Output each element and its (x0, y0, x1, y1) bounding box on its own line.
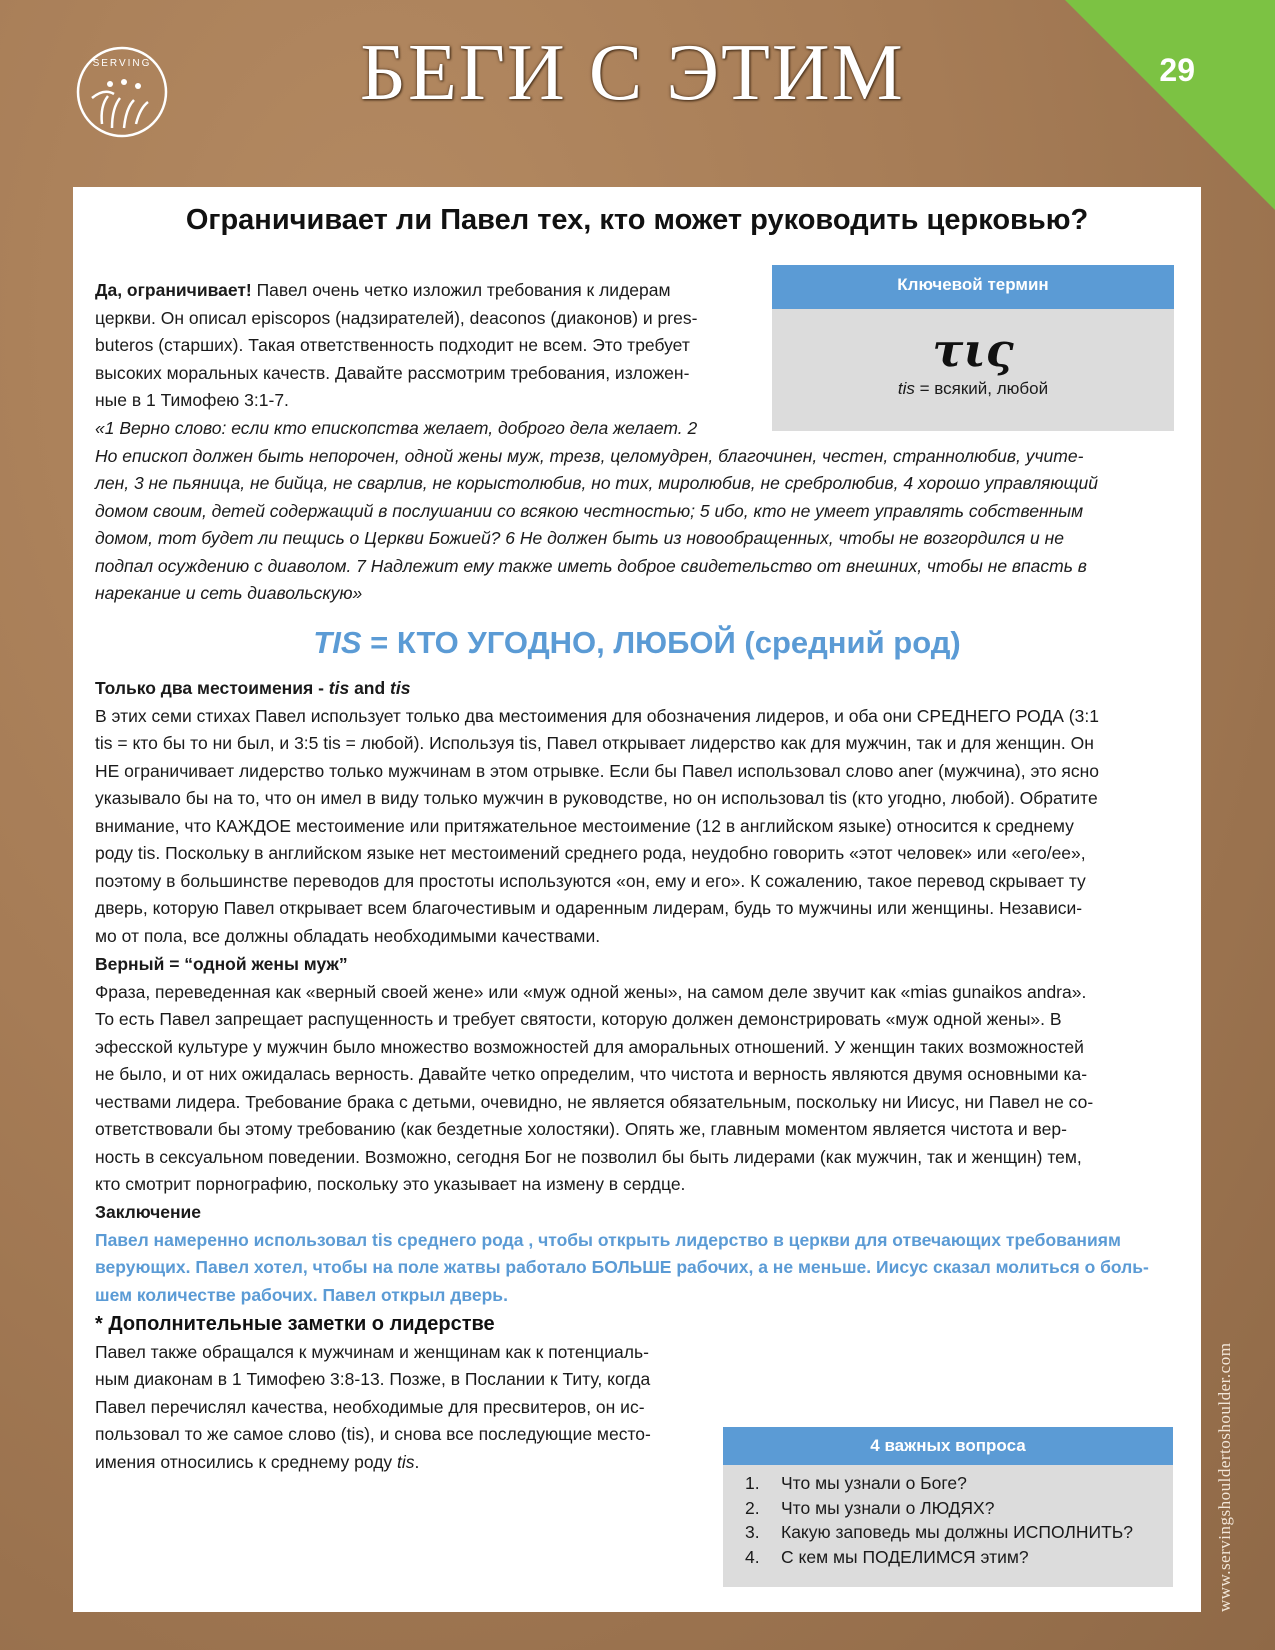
page-number: 29 (1159, 52, 1195, 88)
questions-header: 4 важных вопроса (723, 1427, 1173, 1465)
list-item: 3. Какую заповедь мы должны ИСПОЛНИТЬ? (745, 1522, 1133, 1542)
intro-line: высоких моральных качеств. Давайте рассмотрим требования, изложен- (95, 362, 690, 383)
key-term-greek: τις (932, 323, 1014, 377)
list-item: 4. С кем мы ПОДЕЛИМСЯ этим? (745, 1546, 1029, 1567)
intro-line: ные в 1 Тимофею 3:1-7. (95, 390, 289, 410)
section-pronouns-title: Только два местоимения - tis and tis (95, 678, 411, 698)
section-faithful: Верный = “одной жены муж” Фраза, переведенная как «верный своей жене» или «муж одной жены», на самом деле звучит как «mias gunaikos andra». То есть Павел запрещает распущенность и требует святости, которую должен демонстрировать «муж одной жены». В эфесской культуре у мужчин было множество возможностей для аморальных отношений. У женщин таких возможностей не было, и от них ожидалась верность. Давайте четко определим, что чистота и верность являются двумя основными ка- чествами лидера. Требование брака с детьми, очевидно, не является обязательным, поскольку ни Иисус, ни Павел не со- ответствовали бы этому требованию (как бездетные холостяки). Опять же, главным моментом является чистота и вер- ность в сексуальном поведении. Возможно, сегодня Бог не позволил бы быть лидерами (как мужчин, так и женщин) тем, кто смотрит порнографию, поскольку это указывает на измену в сердце. (95, 951, 1185, 1199)
page-title: БЕГИ С ЭТИМ (360, 29, 905, 117)
key-term-header: Ключевой термин (772, 265, 1174, 309)
content-panel (73, 187, 1201, 1612)
intro-line: Павел очень четко изложил требования к лидерам (251, 280, 671, 300)
notes-title: * Дополнительные заметки о лидерстве (95, 1313, 495, 1335)
article-heading: Ограничивает ли Павел тех, кто может руководить церковью? (185, 204, 1089, 236)
conclusion-title: Заключение (95, 1202, 202, 1222)
key-term-definition: tis = всякий, любой (897, 379, 1049, 398)
intro-paragraph (95, 277, 735, 415)
intro-line: buteros (старших). Такая ответственность подходит не всем. Это требует (95, 335, 690, 355)
intro-line: церкви. Он описал episcopos (надзирателей), deaconos (диаконов) и pres- (95, 307, 698, 328)
website-url: www.servingshouldertoshoulder.com (1215, 1342, 1234, 1612)
tis-headline: TIS = КТО УГОДНО, ЛЮБОЙ (средний род) (313, 625, 961, 660)
scripture-quote: «1 Верно слово: если кто епископства желает, доброго дела желает. 2 Но епископ должен быть непорочен, одной жены муж, трезв, целомудрен, благочинен, честен, страннолюбив, учите- лен, 3 не пьяница, не бийца, не сварлив, не корыстолюбив, но тих, миролюбив, не сребролюбив, 4 хорошо управляющий домом своим, детей содержащий в послушании со всякою честностью; 5 ибо, кто не умеет управлять собственным домом, тот будет ли пещись о Церкви Божией? 6 Не должен быть из новообращенных, чтобы не возгордился и не подпал осуждению с диаволом. 7 Надлежит ему также иметь доброе свидетельство от внешних, чтобы не впасть в нарекание и сеть диавольскую» (95, 418, 1098, 603)
section-faithful-title: Верный = “одной жены муж” (95, 954, 348, 974)
key-term-box (772, 265, 1174, 431)
questions-box (723, 1427, 1173, 1587)
questions-list (723, 1471, 1173, 1569)
list-item: 1. Что мы узнали о Боге? (745, 1473, 967, 1493)
conclusion-text: Павел намеренно использовал tis среднего рода , чтобы открыть лидерство в церкви для отвечающих требованиям верующих. Павел хотел, чтобы на поле жатвы работало БОЛЬШЕ рабочих, а не меньше. Иисус сказал молиться о боль- шем количестве рабочих. Павел открыл дверь. (95, 1229, 1149, 1305)
section-notes: * Дополнительные заметки о лидерстве Павел также обращался к мужчинам и женщинам как к потенциаль- ным диаконам в 1 Тимофею 3:8-13. Позже, в Послании к Титу, когда Павел перечислял качества, необходимые для пресвитеров, он ис- пользовал то же самое слово (tis), и снова все последующие место- имения относились к среднему роду tis. (95, 1311, 695, 1476)
corner-tab (1065, 0, 1275, 210)
section-pronouns: Только два местоимения - tis and tis В этих семи стихах Павел использует только два местоимения для обозначения лидеров, и оба они СРЕДНЕГО РОДА (3:1 tis = кто бы то ни был, и 3:5 tis = любой). Используя tis, Павел открывает лидерство как для мужчин, так и для женщин. Он НЕ ограничивает лидерство только мужчинам в этом отрывке. Если бы Павел использовал слово aner (мужчина), это ясно указывало бы на то, что он имел в виду только мужчин в руководстве, но он использовал tis (кто угодно, любой). Обратите внимание, что КАЖДОЕ местоимение или притяжательное местоимение (12 в английском языке) относится к среднему роду tis. Поскольку в английском языке нет местоимений среднего рода, неудобно говорить «этот человек» или «его/ее», поэтому в большинстве переводов для простоты используются «он, ему и его». К сожалению, такое перевод скрывает ту дверь, которую Павел открывает всем благочестивым и одаренным лидерам, будь то мужчины или женщины. Независи- мо от пола, все должны обладать необходимыми качествами. (95, 675, 1185, 950)
list-item: 2. Что мы узнали о ЛЮДЯХ? (745, 1497, 995, 1518)
serving-logo (74, 44, 170, 140)
svg-text:SERVING: SERVING (92, 58, 152, 69)
section-conclusion (95, 1199, 1185, 1309)
intro-bold: Да, ограничивает! (95, 280, 252, 300)
